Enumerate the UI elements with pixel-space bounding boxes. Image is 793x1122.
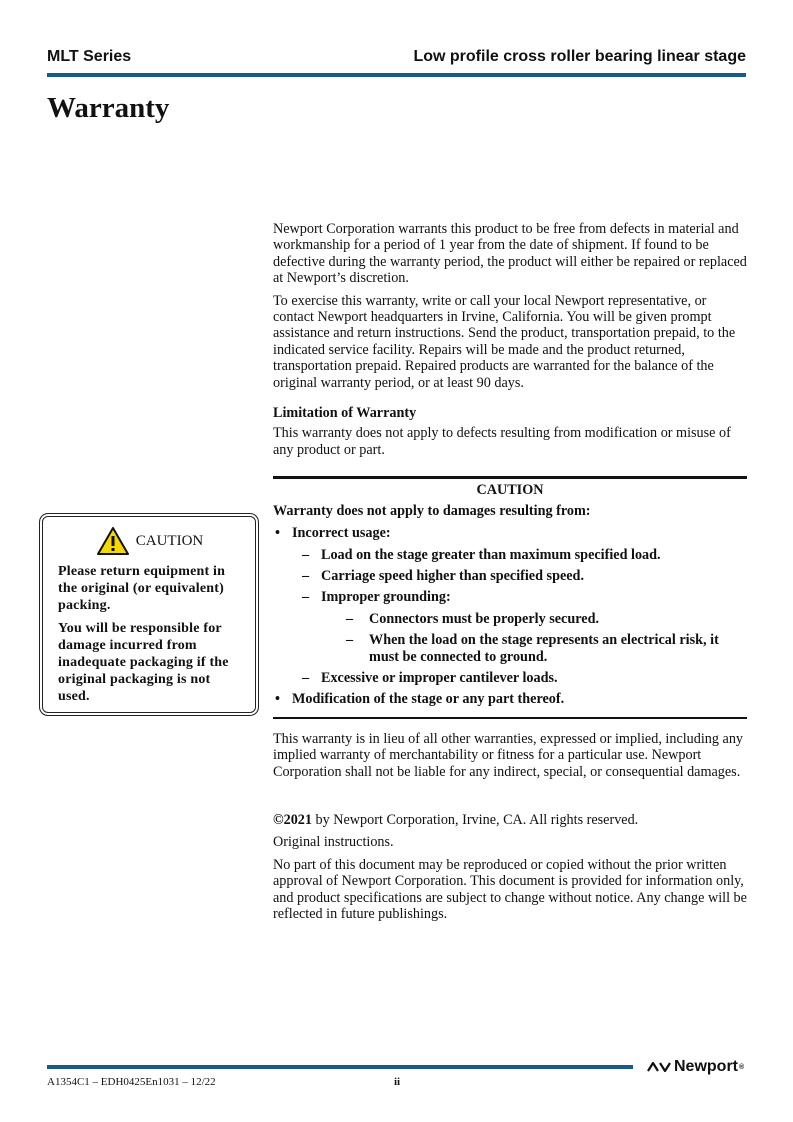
newport-logo-icon — [646, 1060, 672, 1074]
list-item — [273, 525, 747, 541]
list-item — [273, 547, 747, 563]
dash-icon: – — [302, 589, 310, 606]
side-caution-header — [58, 526, 241, 556]
copyright-line — [273, 812, 747, 828]
copyright-text: by Newport Corporation, Irvine, CA. All rights reserved. — [311, 811, 639, 828]
logo-registered: ® — [739, 1063, 745, 1071]
original-instructions: Original instructions. — [273, 834, 394, 851]
dash-icon: – — [346, 610, 354, 627]
list-item — [273, 589, 747, 605]
list-item-text: Carriage speed higher than specified speed. — [321, 567, 584, 584]
list-item-text: Incorrect usage: — [292, 525, 391, 542]
list-item — [273, 632, 747, 665]
limitation-paragraph: This warranty does not apply to defects resulting from modification or misuse of any product or part. — [273, 425, 731, 458]
exercise-paragraph: To exercise this warranty, write or call your local Newport representative, or contact Newport headquarters in Irvine, California. You will be given prompt assistance and return instructions. Send the product, transportation prepaid, to the indicated service facility. Repairs will be made and the product returned, transportation prepaid. Repaired products are warranted for the balance of the original warranty period, or at least 90 days. — [273, 292, 736, 391]
warranty-paragraph: Newport Corporation warrants this product to be free from defects in material and workmanship for a period of 1 year from the date of shipment. If found to be defective during the warranty period, the product will either be repaired or replaced at Newport’s discretion. — [273, 221, 747, 287]
side-caution-box — [39, 513, 259, 716]
list-item-text: When the load on the stage represents an electrical risk, it must be connected to ground. — [369, 632, 719, 665]
list-item-text: Modification of the stage or any part thereof. — [292, 691, 565, 708]
caution-title: CAUTION — [476, 482, 544, 499]
dash-icon: – — [302, 567, 310, 584]
header-product: Low profile cross roller bearing linear stage — [413, 48, 746, 65]
side-caution-text: You will be responsible for damage incurred from inadequate packaging if the original packaging is not used. — [58, 621, 229, 704]
caution-block — [273, 476, 747, 718]
warning-icon — [96, 526, 130, 556]
list-item-text: Load on the stage greater than maximum specified load. — [321, 546, 661, 563]
footer-document-code: A1354C1 – EDH0425En1031 – 12/22 — [47, 1076, 216, 1088]
list-item-text: Excessive or improper cantilever loads. — [321, 669, 558, 686]
caution-intro: Warranty does not apply to damages resulting from: — [273, 502, 591, 519]
dash-icon: – — [302, 546, 310, 563]
dash-icon: – — [346, 632, 354, 649]
footer-rule — [47, 1065, 633, 1069]
logo-text: Newport — [674, 1058, 738, 1075]
reproduction-paragraph: No part of this document may be reproduced or copied without the prior written approval of Newport Corporation. This document is provided for information only, and product specifications are subject to change without notice. Any change will be reflected in future publishings. — [273, 856, 747, 922]
side-caution-text: Please return equipment in the original (or equivalent) packing. — [58, 564, 226, 613]
side-caution-title: CAUTION — [135, 532, 204, 549]
limitation-heading: Limitation of Warranty — [273, 405, 417, 422]
page-title: Warranty — [47, 92, 170, 124]
newport-logo — [646, 1057, 744, 1077]
copyright-year: ©2021 — [273, 811, 312, 828]
list-item — [273, 670, 747, 686]
bullet-icon: • — [275, 691, 280, 708]
bullet-icon: • — [275, 525, 280, 542]
lieu-paragraph: This warranty is in lieu of all other warranties, expressed or implied, including any implied warranty of merchantability or fitness for a particular use. Newport Corporation shall not be liable for any indirect, special, or consequential damages. — [273, 730, 744, 780]
list-item-text: Connectors must be properly secured. — [369, 610, 600, 627]
dash-icon: – — [302, 669, 310, 686]
list-item-text: Improper grounding: — [321, 589, 451, 606]
page-number: ii — [394, 1076, 401, 1088]
list-item — [273, 568, 747, 584]
list-item — [273, 611, 747, 627]
main-content — [273, 221, 747, 928]
header-series: MLT Series — [47, 48, 132, 65]
header-rule — [47, 73, 746, 77]
list-item — [273, 691, 747, 707]
